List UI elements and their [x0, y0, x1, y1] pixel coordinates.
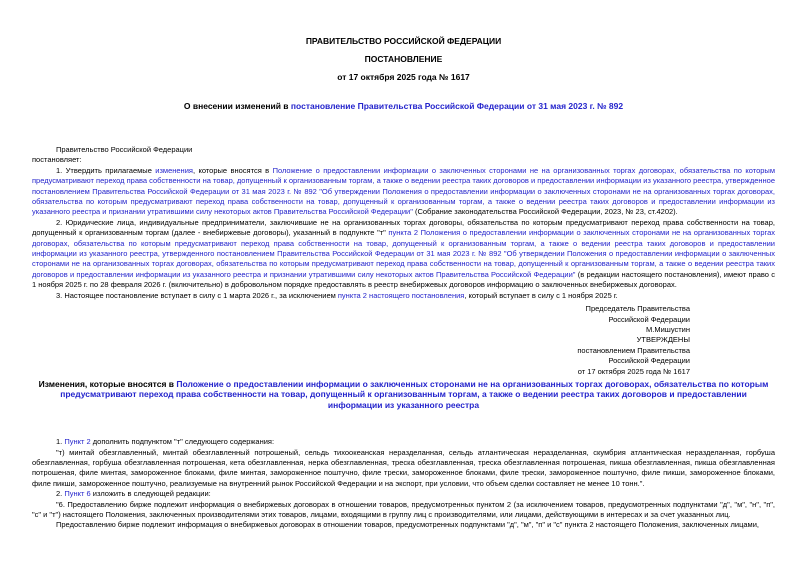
document-body — [32, 145, 775, 301]
document-link[interactable]: Положение о предоставлении информации о заключенных сторонами не на организованных торгах договорах, обязательства по которым предусматривают переход права собственности на товар, допущенный к организованным торгам, а также о ведении реестра таких договоров и предоставлении информации из указанного реестра — [60, 378, 769, 410]
document-type: ПОСТАНОВЛЕНИЕ — [364, 54, 443, 64]
text-run: Предоставлению бирже подлежит информация о внебиржевых договорах в отношении товаров, предусмотренных подпунктами "д", "м", "п" и "с" пункта 2 настоящего Положения, заключенных лицами, — [56, 520, 759, 530]
signature-block — [32, 304, 775, 377]
document-header — [32, 36, 775, 82]
annex-subpoint-t — [32, 448, 775, 490]
signature-line: постановлением Правительства — [577, 345, 690, 355]
paragraph-3 — [32, 291, 775, 301]
annex-heading — [32, 379, 775, 410]
text-run: "6. Предоставлению бирже подлежит информация о внебиржевых договорах в отношении товаров, предусмотренных пунктом 2 (за исключением товаров, предусмотренных подпунктами "д", "м", "н", "п", "с" и "т") настоящего Положения, заключенных производителями этих товаров, лицами, входящими в группу лиц с производителями, или лицами, действующими в интересах и за счет указанных лиц. — [32, 499, 775, 519]
text-run: 1. Утвердить прилагаемые — [56, 165, 156, 175]
text-run: , которые вносятся в — [192, 165, 273, 175]
document-link[interactable]: пункта 2 настоящего постановления — [337, 290, 465, 300]
annex-point-6-continued — [32, 520, 775, 530]
document-title — [32, 101, 775, 111]
preamble-line: Правительство Российской Федерации — [56, 145, 193, 154]
text-run: 3. Настоящее постановление вступает в силу с 1 марта 2026 г., за исключением — [56, 290, 338, 300]
text-run: (в редакции настоящего постановления), имеют право с 1 ноября 2025 г. по 28 февраля 2026 г. (включительно) в добровольном порядке предоставлять в реестр внебиржевых договоров информацию о заключенных внебиржевых договорах. — [32, 269, 775, 290]
document-link[interactable]: Пункт 2 — [64, 437, 91, 447]
document-date-number: от 17 октября 2025 года № 1617 — [337, 72, 470, 82]
text-run: О внесении изменений в — [183, 101, 291, 111]
signature-line: Российской Федерации — [608, 314, 690, 324]
signature-line: УТВЕРЖДЕНЫ — [636, 335, 690, 345]
annex-point-6 — [32, 500, 775, 521]
annex-body — [32, 437, 775, 531]
paragraph-1 — [32, 166, 775, 218]
annex-item-1 — [32, 437, 775, 447]
text-run: (Собрание законодательства Российской Федерации, 2023, № 23, ст.4202). — [412, 207, 678, 217]
document-link[interactable]: изменения — [155, 165, 193, 175]
annex-item-2 — [32, 489, 775, 499]
text-run: 2. Юридические лица, индивидуальные предприниматели, заключившие не на организованных торгах договоры, обязательства по которым предусматривают переход права собственности на товар, допущенный к организованным торгам (далее - внебиржевые договоры), указанный в подпункте "т" — [32, 217, 775, 238]
text-run: изложить в следующей редакции: — [90, 489, 211, 499]
text-run: Изменения, которые вносятся в — [38, 378, 177, 389]
paragraph-2 — [32, 218, 775, 291]
signature-line: от 17 октября 2025 года № 1617 — [577, 366, 690, 376]
text-run: 2. — [56, 489, 65, 499]
document-link[interactable]: пункта 2 Положения о предоставлении информации о заключенных сторонами не на организованных торгах договорах, обязательства по которым предусматривают переход права собственности на товар, допущенный к организованным торгам, а также о ведении реестра таких договоров и предоставлении информации из указанного реестра, утвержденного постановлением Правительства Российской Федерации от 31 мая 2023 г. № 892 "Об утверждении Положения о предоставлении информации о заключенных сторонами не на организованных торгах договорах, обязательства по которым предусматривают переход права собственности на товар, допущенный к организованным торгам, а также о ведении реестра таких договоров и предоставлении информации из указанного реестра и признании утратившими силу некоторых актов Правительства Российской Федерации" — [32, 228, 775, 279]
text-run: дополнить подпунктом "т" следующего содержания: — [90, 437, 275, 447]
text-run: , который вступает в силу с 1 ноября 2025 г. — [464, 290, 618, 300]
signature-line: М.Мишустин — [646, 324, 690, 334]
preamble-resolves: постановляет: — [32, 155, 82, 165]
document-link[interactable]: Положение о предоставлении информации о заключенных сторонами не на организованных торгах договорах, обязательства по которым предусматривают переход права собственности на товар, допущенный к организованным торгам, а также о ведении реестра таких договоров и предоставлении информации из указанного реестра, утвержденное постановлением Правительства Российской Федерации от 31 мая 2023 г. № 892 "Об утверждении Положения о предоставлении информации о заключенных сторонами не на организованных торгах договорах, обязательства по которым предусматривают переход права собственности на товар, допущенный к организованным торгам, а также о ведении реестра таких договоров и предоставлении информации из указанного реестра и признании утратившими силу некоторых актов Правительства Российской Федерации" — [32, 165, 775, 217]
signature-line: Российской Федерации — [608, 356, 690, 366]
text-run: 1. — [56, 437, 65, 447]
signature-line: Председатель Правительства — [585, 304, 690, 314]
document-link[interactable]: постановление Правительства Российской Федерации от 31 мая 2023 г. № 892 — [290, 101, 624, 111]
text-run: "т) минтай обезглавленный, минтай обезглавленный потрошеный, сельдь тихоокеанская неразделанная, сельдь атлантическая неразделанная, скумбрия атлантическая неразделанная, горбуша обезглавленная, горбуша обезглавленная потрошеная, кета обезглавленная, нерка обезглавленная, треска обезглавленная, треска обезглавленная потрошеная, пикша обезглавленная, пикша обезглавленная потрошеная, филе минтая, замороженное блоками, филе минтая, замороженное поштучно, филе трески, замороженное блоками, филе трески, замороженное поштучно, филе пикши, замороженное блоками, филе пикши, замороженное поштучно, реализуемые на внутренний рынок Российской Федерации и на экспорт, при условии, что объем сделки составляет не менее 10 тонн.". — [32, 447, 775, 488]
document-link[interactable]: Пункт 6 — [64, 489, 91, 499]
document-org: ПРАВИТЕЛЬСТВО РОССИЙСКОЙ ФЕДЕРАЦИИ — [305, 36, 502, 46]
